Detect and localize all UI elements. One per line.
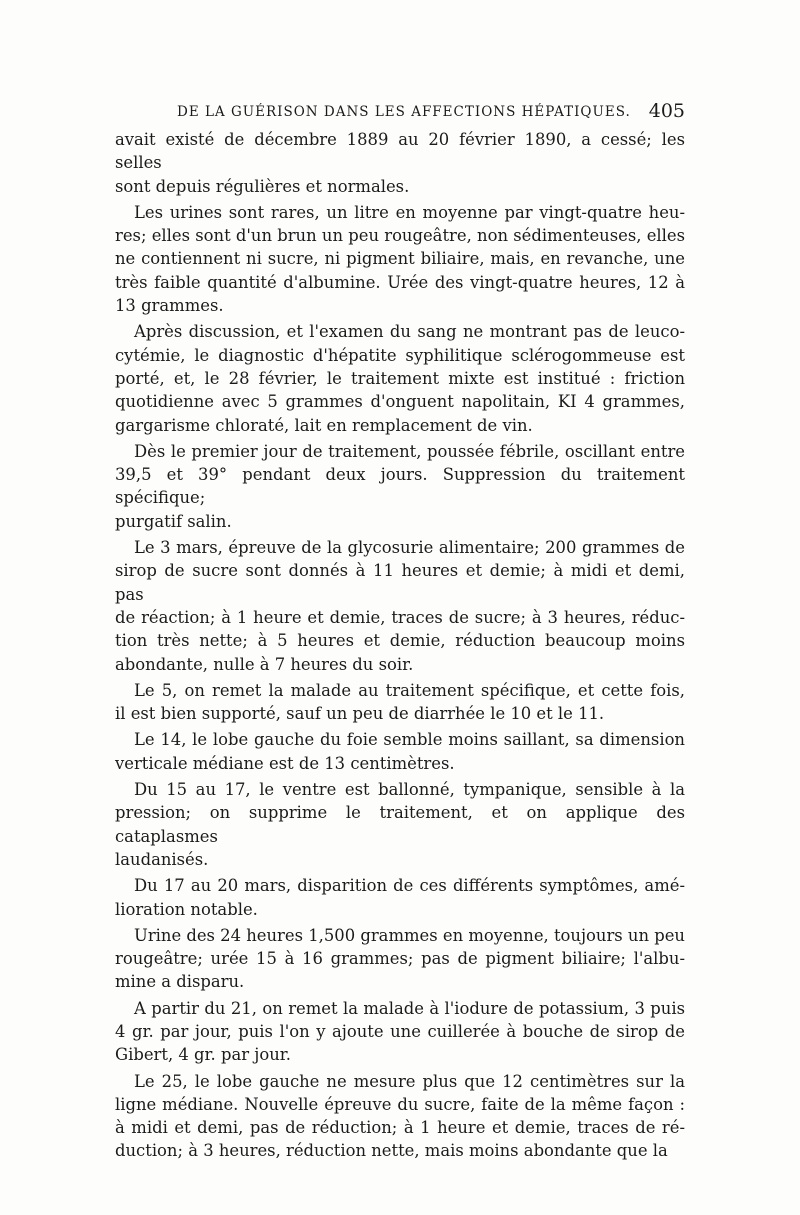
text-line: 4 gr. par jour, puis l'on y ajoute une cuillerée à bouche de sirop de (115, 1021, 685, 1041)
paragraph (115, 128, 685, 198)
text-line: res; elles sont d'un brun un peu rougeâtre, non sédimenteuses, elles (115, 226, 685, 246)
text-line: quotidienne avec 5 grammes d'onguent napolitain, KI 4 grammes, (115, 392, 685, 412)
paragraph (115, 924, 685, 994)
text-line: porté, et, le 28 février, le traitement mixte est institué : friction (115, 368, 685, 388)
paragraph (115, 201, 685, 317)
paragraph (115, 440, 685, 533)
text-line: Après discussion, et l'examen du sang ne montrant pas de leuco- (134, 322, 685, 342)
text-line: tion très nette; à 5 heures et demie, réduction beaucoup moins (115, 631, 685, 651)
paragraph (115, 874, 685, 921)
text-line: rougeâtre; urée 15 à 16 grammes; pas de pigment biliaire; l'albu- (115, 949, 685, 969)
text-line: laudanisés. (115, 849, 209, 869)
text-line: très faible quantité d'albumine. Urée des vingt-quatre heures, 12 à (115, 272, 685, 292)
paragraph (115, 1070, 685, 1163)
paragraph (115, 997, 685, 1067)
paragraph (115, 679, 685, 726)
text-line: lioration notable. (115, 899, 258, 919)
text-line: Gibert, 4 gr. par jour. (115, 1045, 292, 1065)
text-line: sirop de sucre sont donnés à 11 heures et demie; à midi et demi, pas (115, 561, 685, 604)
paragraph (115, 320, 685, 436)
text-line: duction; à 3 heures, réduction nette, mais moins abondante que la (115, 1141, 668, 1161)
text-line: ne contiennent ni sucre, ni pigment biliaire, mais, en revanche, une (115, 249, 685, 269)
text-line: Les urines sont rares, un litre en moyenne par vingt-quatre heu- (134, 202, 685, 222)
text-line: de réaction; à 1 heure et demie, traces de sucre; à 3 heures, réduc- (115, 607, 685, 627)
paragraph (115, 728, 685, 775)
text-line: A partir du 21, on remet la malade à l'iodure de potassium, 3 puis (134, 998, 685, 1018)
text-line: Du 15 au 17, le ventre est ballonné, tympanique, sensible à la (134, 780, 685, 800)
text-line: Dès le premier jour de traitement, poussée fébrile, oscillant entre (134, 441, 685, 461)
page-number: 405 (648, 100, 685, 122)
text-line: gargarisme chloraté, lait en remplacement de vin. (115, 415, 533, 435)
text-line: il est bien supporté, sauf un peu de diarrhée le 10 et le 11. (115, 704, 605, 724)
text-line: cytémie, le diagnostic d'hépatite syphilitique sclérogommeuse est (115, 345, 685, 365)
text-line: Le 3 mars, épreuve de la glycosurie alimentaire; 200 grammes de (134, 538, 685, 558)
text-line: 13 grammes. (115, 296, 224, 316)
paragraph (115, 778, 685, 871)
page-header (115, 100, 685, 126)
text-line: Le 5, on remet la malade au traitement spécifique, et cette fois, (134, 680, 685, 700)
text-line: abondante, nulle à 7 heures du soir. (115, 654, 414, 674)
text-line: ligne médiane. Nouvelle épreuve du sucre, faite de la même façon : (115, 1094, 685, 1114)
text-line: Le 14, le lobe gauche du foie semble moins saillant, sa dimension (134, 730, 685, 750)
paragraph (115, 536, 685, 676)
text-line: Le 25, le lobe gauche ne mesure plus que 12 centimètres sur la (134, 1071, 685, 1091)
text-line: purgatif salin. (115, 511, 232, 531)
body-text (115, 128, 685, 1166)
text-line: à midi et demi, pas de réduction; à 1 heure et demie, traces de ré- (115, 1118, 685, 1138)
text-line: Urine des 24 heures 1,500 grammes en moyenne, toujours un peu (134, 925, 685, 945)
text-line: sont depuis régulières et normales. (115, 176, 410, 196)
text-line: Du 17 au 20 mars, disparition de ces différents symptômes, amé- (134, 876, 685, 896)
text-line: pression; on supprime le traitement, et on applique des cataplasmes (115, 803, 685, 846)
text-line: avait existé de décembre 1889 au 20 février 1890, a cessé; les selles (115, 130, 685, 173)
text-line: verticale médiane est de 13 centimètres. (115, 753, 455, 773)
running-title: DE LA GUÉRISON DANS LES AFFECTIONS HÉPATIQUES. (177, 104, 631, 120)
text-line: 39,5 et 39° pendant deux jours. Suppression du traitement spécifique; (115, 465, 685, 508)
text-line: mine a disparu. (115, 972, 245, 992)
